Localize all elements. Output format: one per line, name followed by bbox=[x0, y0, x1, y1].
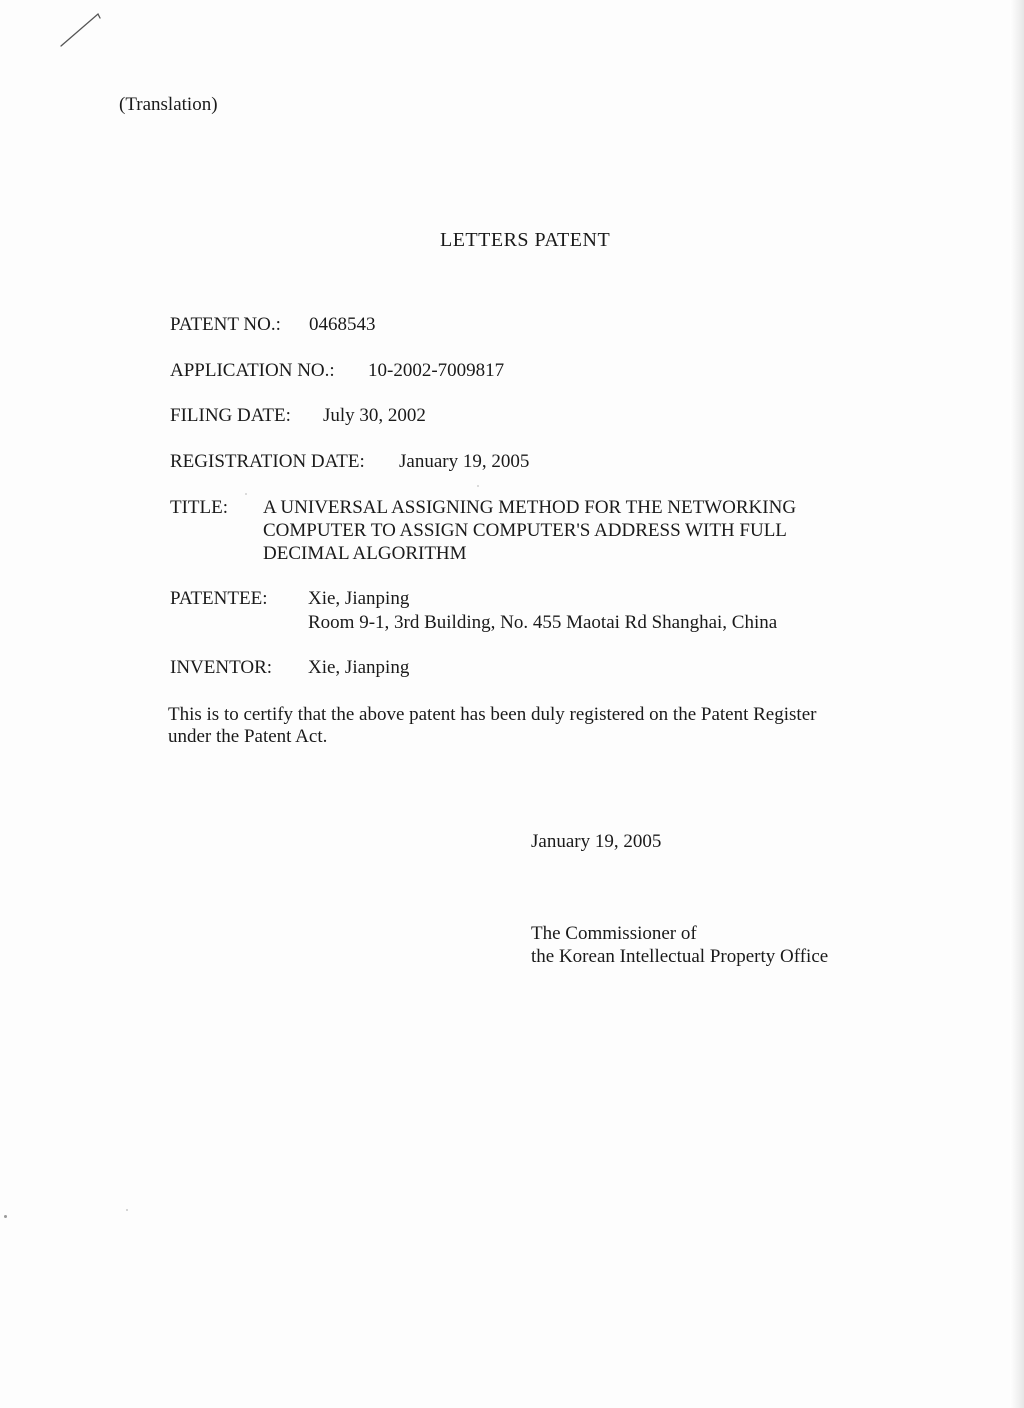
registration-date-value: January 19, 2005 bbox=[399, 451, 530, 472]
inventor-value: Xie, Jianping bbox=[308, 657, 410, 678]
page-edge-shadow bbox=[1010, 0, 1024, 1408]
signatory-line: The Commissioner of bbox=[531, 923, 697, 944]
application-no-value: 10-2002-7009817 bbox=[368, 360, 505, 381]
certification-line: This is to certify that the above patent has been duly registered on the Patent Register bbox=[168, 704, 817, 725]
application-no-label: APPLICATION NO.: bbox=[170, 360, 335, 381]
patentee-address: Room 9-1, 3rd Building, No. 455 Maotai Rd Shanghai, China bbox=[308, 612, 778, 633]
inventor-label: INVENTOR: bbox=[170, 657, 273, 678]
patent-no-value: 0468543 bbox=[309, 314, 376, 335]
scan-speck bbox=[4, 1215, 7, 1218]
scan-speck bbox=[245, 493, 247, 495]
translation-note: (Translation) bbox=[119, 94, 218, 115]
certification-line: under the Patent Act. bbox=[168, 726, 328, 747]
issue-date: January 19, 2005 bbox=[531, 831, 662, 852]
patentee-name: Xie, Jianping bbox=[308, 588, 410, 609]
title-line: A UNIVERSAL ASSIGNING METHOD FOR THE NETWORKING bbox=[263, 497, 797, 518]
title-line: COMPUTER TO ASSIGN COMPUTER'S ADDRESS WITH FULL bbox=[263, 520, 787, 541]
patentee-label: PATENTEE: bbox=[170, 588, 268, 609]
signatory-line: the Korean Intellectual Property Office bbox=[531, 946, 829, 967]
document-heading: LETTERS PATENT bbox=[440, 229, 611, 251]
filing-date-value: July 30, 2002 bbox=[323, 405, 426, 426]
patent-no-label: PATENT NO.: bbox=[170, 314, 281, 335]
scan-speck bbox=[126, 1209, 128, 1211]
registration-date-label: REGISTRATION DATE: bbox=[170, 451, 365, 472]
title-label: TITLE: bbox=[170, 497, 229, 518]
filing-date-label: FILING DATE: bbox=[170, 405, 291, 426]
title-line: DECIMAL ALGORITHM bbox=[263, 543, 467, 564]
scan-speck bbox=[477, 485, 479, 487]
pen-stroke-mark bbox=[58, 10, 108, 50]
